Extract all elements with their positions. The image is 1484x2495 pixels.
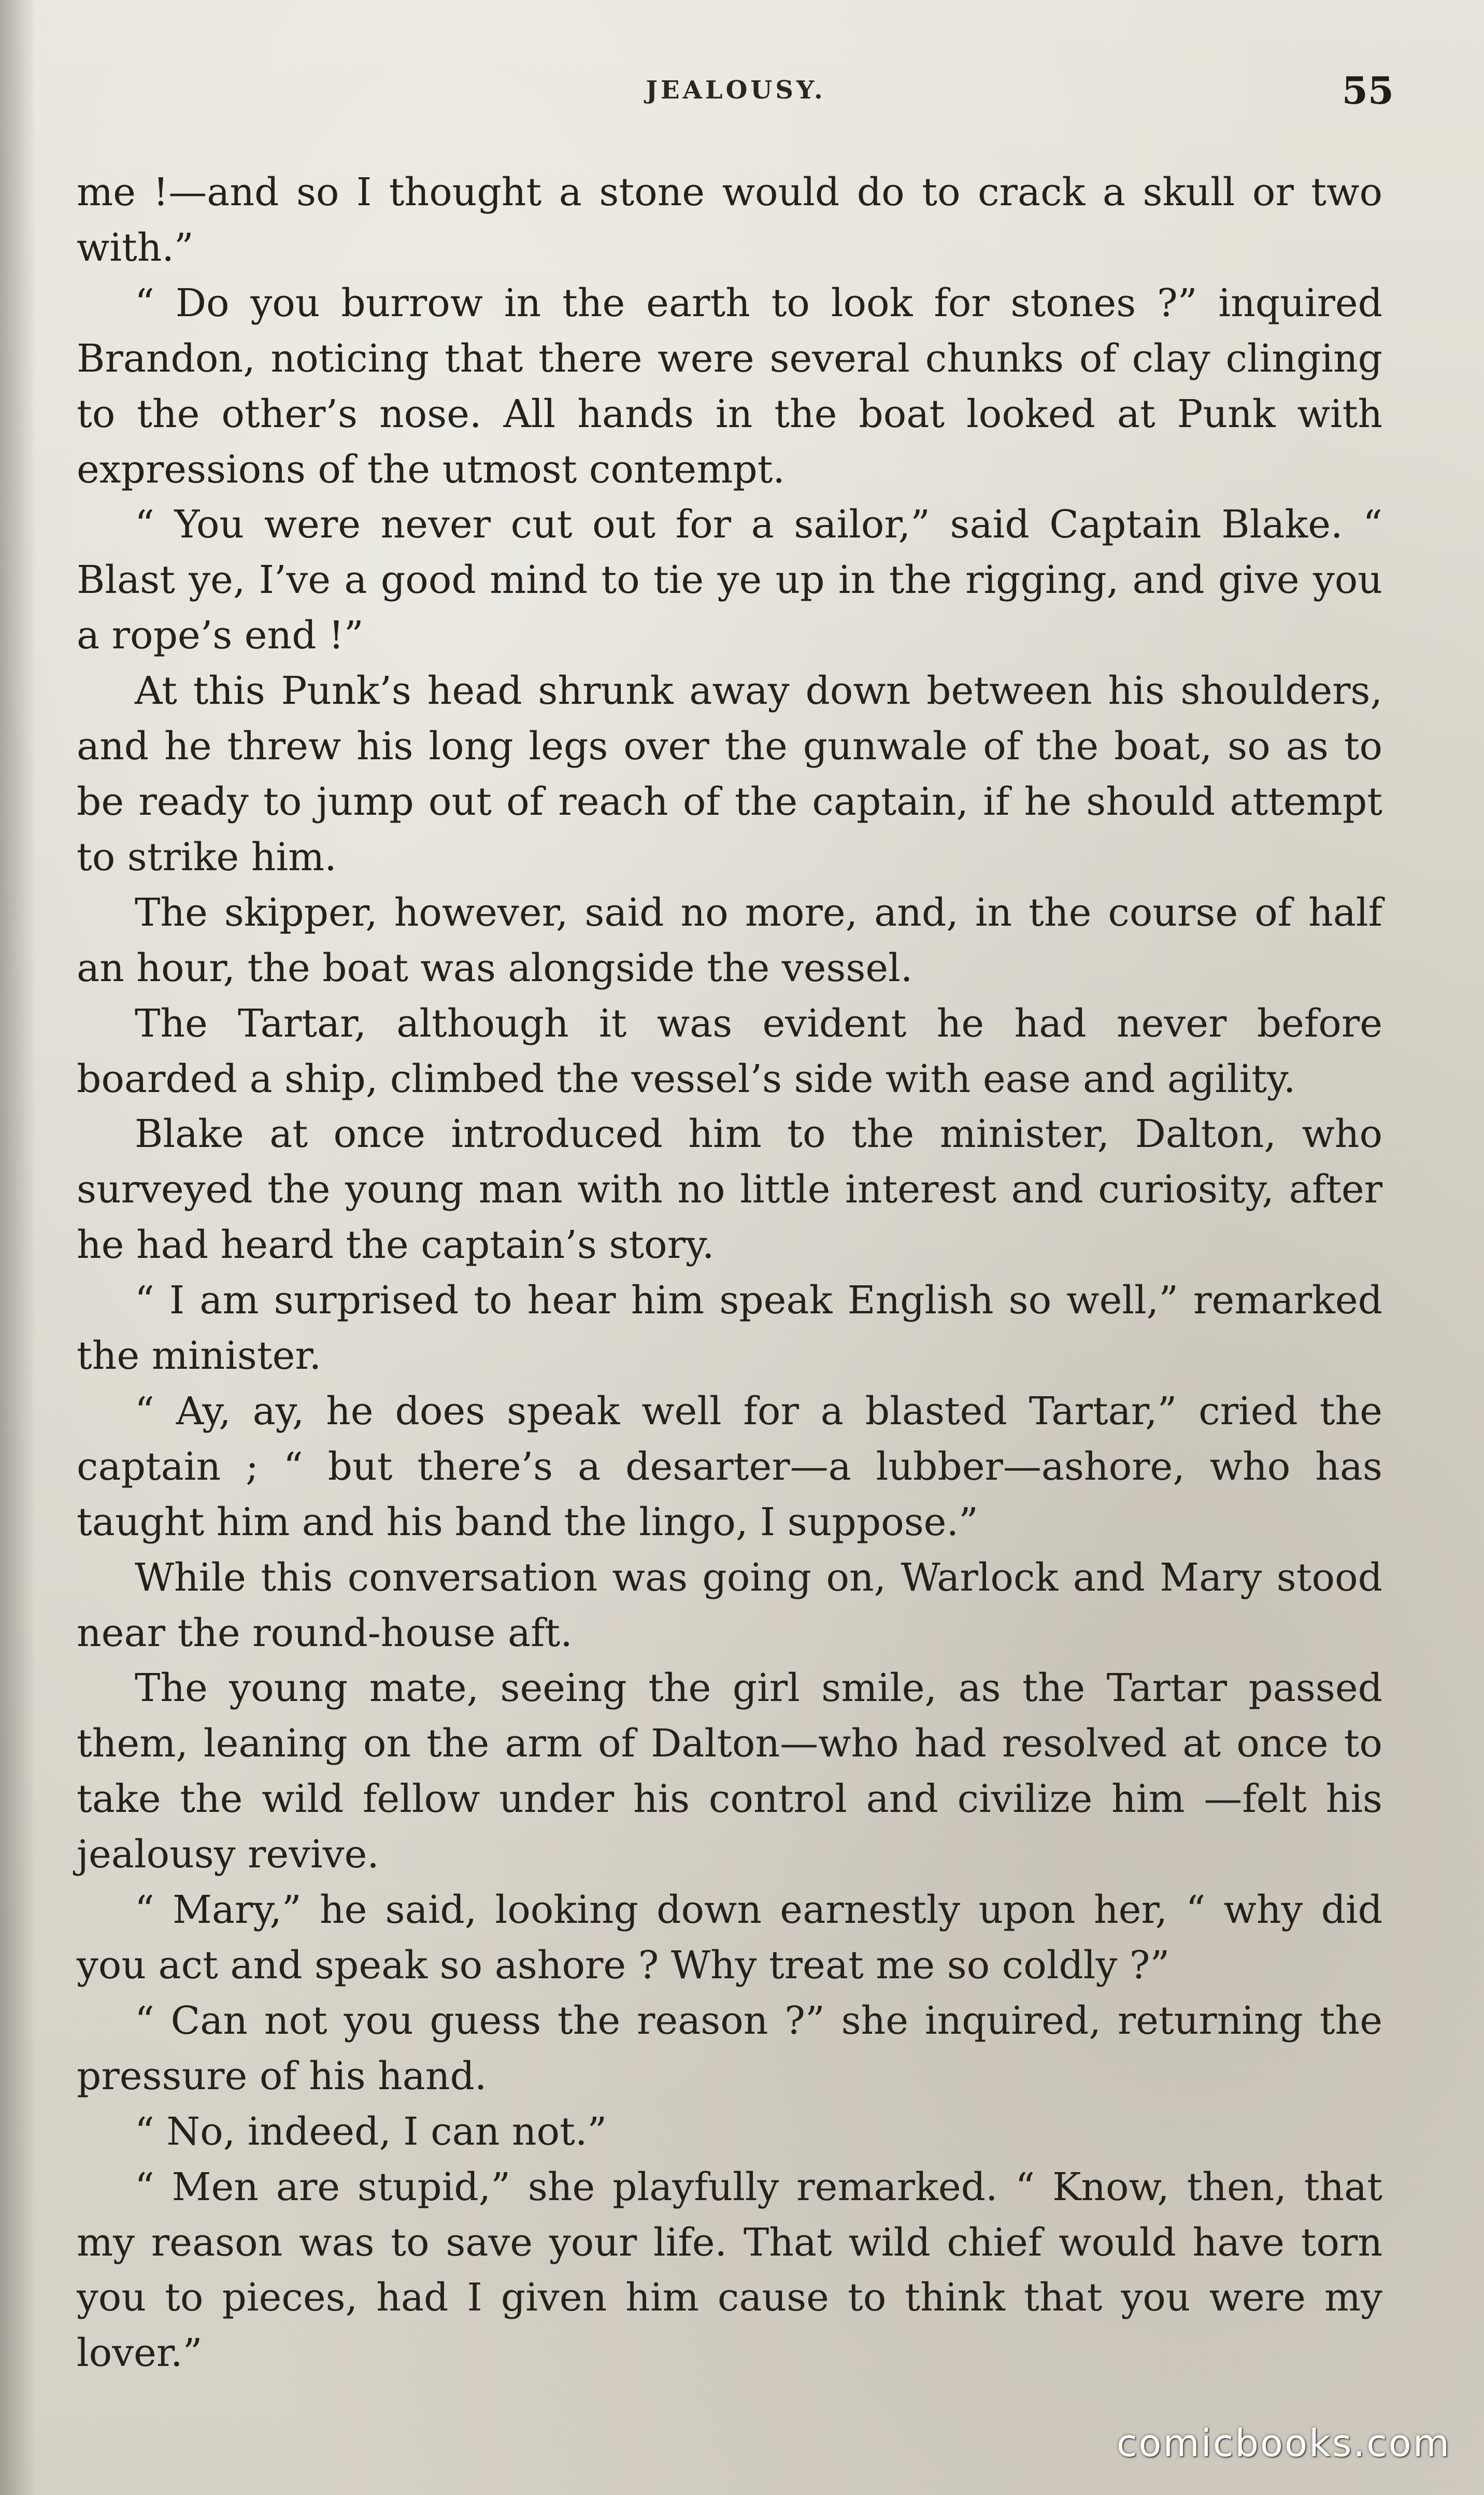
paragraph: “ You were never cut out for a sailor,” said Captain Blake. “ Blast ye, I’ve a good mind to tie ye up in the rigging, and give you a rope’s end !” <box>77 502 1382 658</box>
paragraph: The skipper, however, said no more, and, in the course of half an hour, the boat was alongside the vessel. <box>77 890 1382 990</box>
page-edge-shadow <box>0 0 36 2495</box>
site-watermark: comicbooks.com <box>1116 2421 1451 2465</box>
paragraph: “ Ay, ay, he does speak well for a blasted Tartar,” cried the captain ; “ but there’s a desarter—a lubber—ashore, who has taught him and his band the lingo, I suppose.” <box>77 1388 1382 1544</box>
body-text <box>77 165 1382 2381</box>
paragraph: “ Can not you guess the reason ?” she inquired, returning the pressure of his hand. <box>77 1998 1382 2099</box>
paragraph: “ No, indeed, I can not.” <box>135 2109 607 2154</box>
paragraph: The Tartar, although it was evident he had never before boarded a ship, climbed the vessel’s side with ease and agility. <box>77 1001 1382 1101</box>
paragraph: At this Punk’s head shrunk away down between his shoulders, and he threw his long legs over the gunwale of the boat, so as to be ready to jump out of reach of the captain, if he should attempt to strike him. <box>77 669 1382 880</box>
page-header <box>78 68 1394 118</box>
running-head: JEALOUSY. <box>646 76 826 105</box>
paragraph: “ Men are stupid,” she playfully remarked. “ Know, then, that my reason was to save your life. That wild chief would have torn you to pieces, had I given him cause to think that you were my lover.” <box>77 2164 1382 2376</box>
paragraph: While this conversation was going on, Warlock and Mary stood near the round-house aft. <box>77 1555 1382 1655</box>
paragraph: “ I am surprised to hear him speak English so well,” remarked the minister. <box>77 1278 1382 1379</box>
paragraph: “ Do you burrow in the earth to look for stones ?” inquired Brandon, noticing that there were several chunks of clay clinging to the other’s nose. All hands in the boat looked at Punk with expressions of the utmost contempt. <box>77 280 1382 492</box>
page-number: 55 <box>1342 68 1394 112</box>
paragraph: “ Mary,” he said, looking down earnestly upon her, “ why did you act and speak so ashore ? Why treat me so coldly ?” <box>77 1888 1382 1988</box>
paragraph: Blake at once introduced him to the minister, Dalton, who surveyed the young man with no little interest and curiosity, after he had heard the captain’s story. <box>77 1112 1382 1268</box>
paragraph: The young mate, seeing the girl smile, as the Tartar passed them, leaning on the arm of Dalton—who had resolved at once to take the wild fellow under his control and civilize him —felt his jealousy revive. <box>77 1666 1382 1877</box>
paragraph: me !—and so I thought a stone would do to crack a skull or two with.” <box>77 170 1382 270</box>
